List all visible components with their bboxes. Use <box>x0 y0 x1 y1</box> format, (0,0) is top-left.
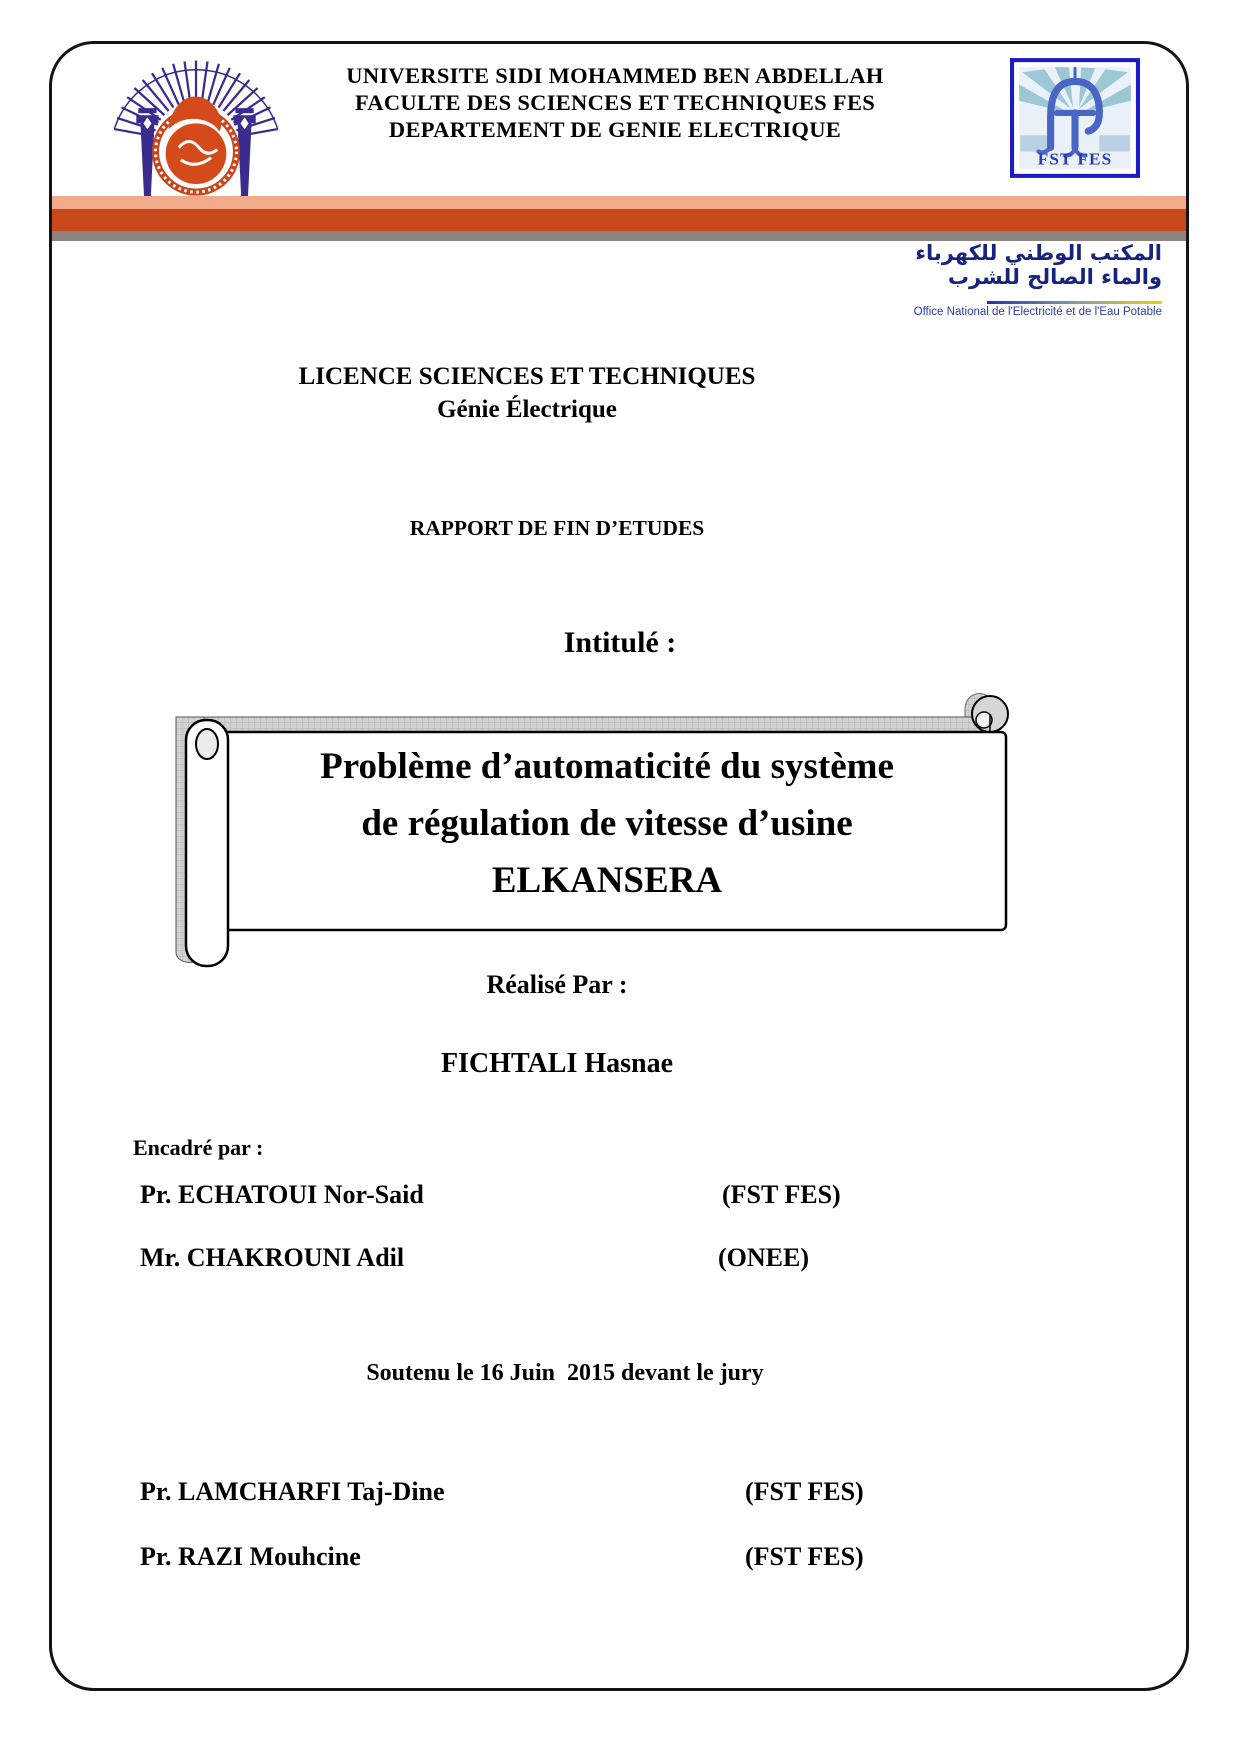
author-label: Réalisé Par : <box>486 970 628 999</box>
divider-bar <box>52 196 1186 241</box>
onee-arabic-name: المكتب الوطني للكهرباء والماء الصالح للشرب <box>915 241 1162 289</box>
header-line-1: UNIVERSITE SIDI MOHAMMED BEN ABDELLAH <box>346 63 884 88</box>
report-title-line-2: de régulation de vitesse d’usine <box>361 803 853 844</box>
onee-french-name: Office National de l'Electricité et de l'Eau Potable <box>913 306 1162 318</box>
jury-member-name: Pr. LAMCHARFI Taj-Dine <box>140 1477 445 1506</box>
fst-fes-caption: FST FES <box>1037 149 1113 169</box>
report-title-line-1: Problème d’automaticité du système <box>320 746 894 787</box>
defense-date-line: Soutenu le 16 Juin 2015 devant le jury <box>366 1360 764 1386</box>
report-title <box>237 738 977 909</box>
supervisor-affiliation: (FST FES) <box>722 1180 841 1209</box>
jury-member-affiliation: (FST FES) <box>745 1542 864 1571</box>
jury-member-affiliation: (FST FES) <box>745 1477 864 1506</box>
university-header <box>270 62 960 143</box>
program-block <box>227 360 827 426</box>
supervisors-label: Encadré par : <box>133 1135 264 1160</box>
author-name: FICHTALI Hasnae <box>440 1048 674 1079</box>
header-line-2: FACULTE DES SCIENCES ET TECHNIQUES FES <box>354 90 876 115</box>
supervisor-name: Mr. CHAKROUNI Adil <box>140 1243 405 1272</box>
onee-divider-line <box>987 301 1162 304</box>
jury-member-name: Pr. RAZI Mouhcine <box>140 1542 361 1571</box>
program-line-1: LICENCE SCIENCES ET TECHNIQUES <box>298 363 756 390</box>
program-line-2: Génie Électrique <box>437 396 617 423</box>
title-label: Intitulé : <box>563 626 677 659</box>
divider-bar-orange <box>52 209 1186 231</box>
fst-fes-logo-icon <box>1010 58 1140 178</box>
divider-bar-gray <box>52 231 1186 241</box>
header-line-3: DEPARTEMENT DE GENIE ELECTRIQUE <box>388 117 842 142</box>
report-title-line-3: ELKANSERA <box>491 860 723 901</box>
supervisor-affiliation: (ONEE) <box>718 1243 809 1272</box>
report-type: RAPPORT DE FIN D’ETUDES <box>409 516 705 540</box>
supervisor-name: Pr. ECHATOUI Nor-Said <box>140 1180 424 1209</box>
divider-bar-salmon <box>52 196 1186 209</box>
